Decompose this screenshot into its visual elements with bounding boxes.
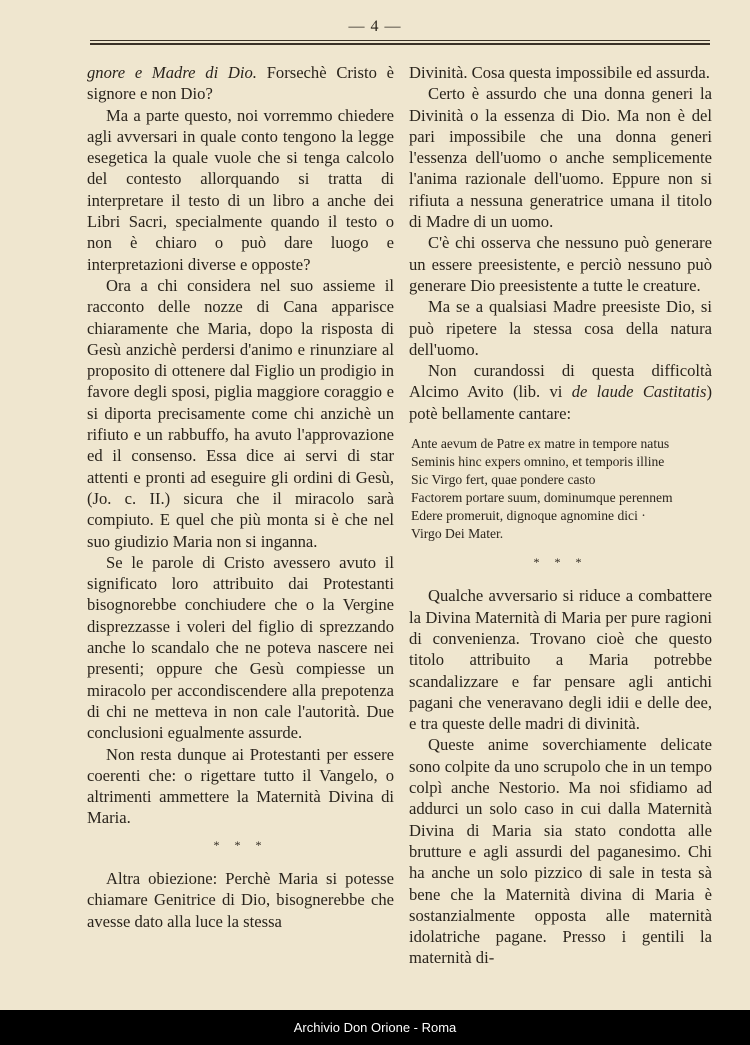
verse-line: Factorem portare suum, dominumque perennem — [411, 490, 673, 506]
verse-line: Sic Virgo fert, quae pondere casto — [411, 472, 596, 488]
continued-text: Forsechè Cristo è signore e non Dio? — [87, 63, 394, 104]
verse-line: Ante aevum de Patre ex matre in tempore natus — [411, 436, 670, 452]
citation-text: Non curandossi di questa difficoltà Alcimo Avito (lib. vi — [409, 361, 712, 402]
paragraph — [87, 62, 394, 105]
section-separator: * * * — [213, 837, 268, 852]
citation-title: de laude Castitatis — [571, 382, 707, 402]
paragraph: Ma se a qualsiasi Madre preesiste Dio, si può ripetere la stessa cosa della natura dell'uomo. — [409, 297, 712, 359]
right-column — [409, 62, 712, 969]
paragraph: Non resta dunque ai Protestanti per essere coerenti che: o rigettare tutto il Vangelo, o altrimenti ammettere la Maternità Divina di Maria. — [87, 744, 394, 828]
verse-line: Virgo Dei Mater. — [411, 526, 504, 542]
header-rule-thin — [90, 40, 710, 41]
citation-text-end: ) potè bellamente cantare: — [409, 382, 712, 423]
paragraph: Se le parole di Cristo avessero avuto il significato loro attribuito dai Protestanti bisognorebbe conchiudere che o la Vergine disprezzasse i voleri del figlio di sprezzando anche lo scandalo che ne poteva nascere nei presenti; oppure che Gesù compiesse un miracolo per accondiscendere alla prepotenza di chi ne metteva in non cale l'autorità. Due conclusioni egualmente assurde. — [87, 552, 394, 743]
paragraph: Altra obiezione: Perchè Maria si potesse chiamare Genitrice di Dio, bisognerebbe che avesse dato alla luce la stessa — [87, 868, 394, 931]
paragraph — [409, 360, 712, 424]
archive-footer: Archivio Don Orione - Roma — [0, 1010, 750, 1045]
page-number: — 4 — — [348, 18, 402, 35]
continued-text-italic: gnore e Madre di Dio. — [87, 63, 257, 82]
latin-verse — [411, 435, 712, 543]
paragraph: Divinità. Cosa questa impossibile ed assurda. — [409, 63, 710, 82]
left-column — [87, 62, 394, 932]
paragraph: C'è chi osserva che nessuno può generare un essere preesistente, e perciò nessuno può generare Dio preesistente a tutte le creature. — [409, 233, 712, 295]
paragraph: Queste anime soverchiamente delicate sono colpite da uno scrupolo che in un tempo colpì anche Nestorio. Ma noi sfidiamo ad addurci un solo caso in cui dalla Maternità Divina di Maria sia stato condotta alle brutture e agli assurdi del paganesimo. Chi ha anche un solo pizzico di sale in testa sà bene che la Maternità divina di Maria è sostanzialmente opposta alle maternità idolatriche pagane. Presso i gentili la maternità di- — [409, 735, 712, 968]
paragraph: Qualche avversario si riduce a combattere la Divina Maternità di Maria per pure ragioni di convenienza. Trovano cioè che questo titolo attribuito a Maria potrebbe scandalizzare e far pensare agli antichi pagani che veneravano degli idii e delle dee, e tra queste delle madri di divinità. — [409, 586, 712, 734]
paragraph: Ora a chi considera nel suo assieme il racconto delle nozze di Cana apparisce chiaramente che Maria, dopo la risposta di Gesù anzichè perdersi d'animo e rinunziare al proposito di ottenere dal Figlio un prodigio in favore degli sposi, piglia maggiore coraggio e si diporta precisamente come chi anzichè un rifiuto e un rabbuffo, ha avuto l'approvazione ed il consenso. Essa dice ai servi di star attenti e pronti ad eseguire gli ordini di Gesù, (Jo. c. II.) sicura che il miracolo sarà compiuto. E quel che più monta si è che nel suo giudizio Maria non si inganna. — [87, 275, 394, 551]
paragraph: Ma a parte questo, noi vorremmo chiedere agli avversari in quale conto tengono la legge esegetica la quale vuole che si tenga calcolo del contesto allorquando si tratta di interpretare il testo di un libro a anche dei Libri Sacri, specialmente quando il testo o non è chiaro o può dare luogo e interpretazioni diverse e opposte? — [87, 105, 394, 274]
section-separator: * * * — [533, 555, 588, 570]
header-rule-thick — [90, 43, 710, 45]
verse-line: Seminis hinc expers omnino, et temporis illine — [411, 454, 665, 470]
verse-line: Edere promeruit, dignoque agnomine dici · — [411, 508, 646, 524]
paragraph: Certo è assurdo che una donna generi la Divinità o la essenza di Dio. Ma non è del pari impossibile che una donna generi l'essenza dell'uomo o anche semplicemente l'anima razionale dell'uomo. Eppure non si rifiuta a nessuna generatrice umana il titolo di Madre di un uomo. — [409, 84, 712, 232]
